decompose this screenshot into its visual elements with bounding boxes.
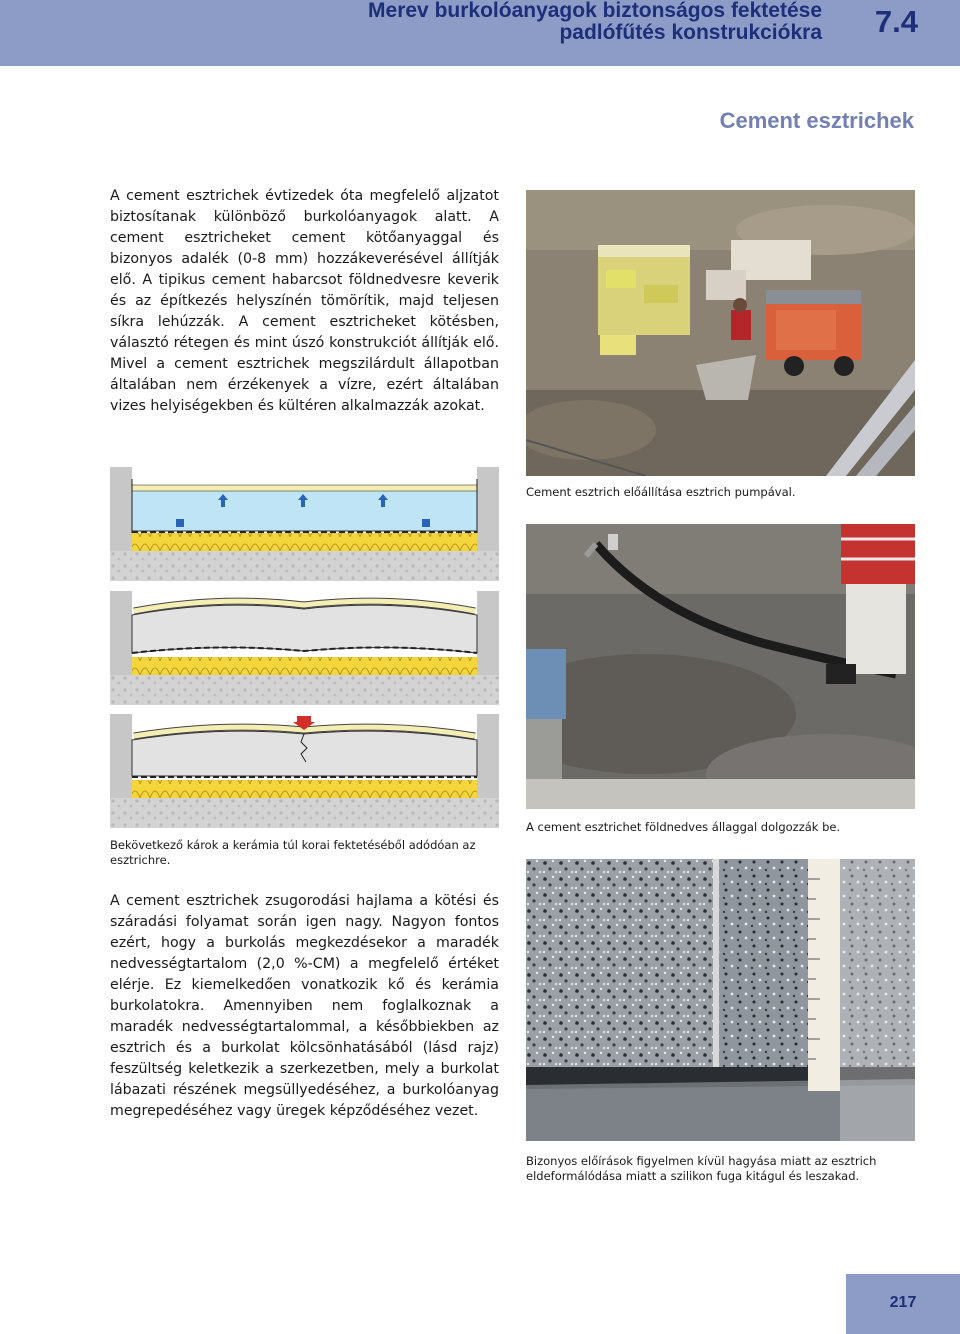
page-number-box <box>846 1274 960 1334</box>
screed-diagram-curling <box>110 591 499 709</box>
screed-pump-photo <box>526 190 915 476</box>
screed-spreading-photo <box>526 524 915 809</box>
section-title: Cement esztrichek <box>719 108 914 133</box>
screed-diagram-wet <box>110 467 499 585</box>
chapter-title-line2: padlófűtés konstrukciókra <box>559 21 822 44</box>
photo1-caption: Cement esztrich előállítása esztrich pumpával. <box>526 485 796 499</box>
granite-joint-photo <box>526 859 915 1141</box>
photo2-caption: A cement esztrichet földnedves állaggal dolgozzák be. <box>526 820 841 834</box>
intro-paragraph: A cement esztrichek évtizedek óta megfelelő aljzatot biztosítanak különböző burkolóanyagok alatt. A cement esztricheket cement kötőanyaggal és bizonyos adalék (0-8 mm) hozzákeverésével állítják elő. A tipikus cement habarcsot földnedvesre keverik és az építkezés helyszínén tömörítik, majd teljesen síkra lehúzzák. A cement esztricheket kötésben, választó rétegen és mint úszó konstrukciót állítják elő. Mivel a cement esztrichek megszilárdult állapotban általában nem érzékenyek a vízre, ezért általában vizes helyiségekben és kültéren alkalmazzák azokat. <box>110 188 499 414</box>
shrinkage-paragraph: A cement esztrichek zsugorodási hajlama a kötési és száradási folyamat során igen nagy. Nagyon fontos ezért, hogy a burkolás megkezdésekor a maradék nedvességtartalom (2,0 %-CM) a megfelelő értéket elérje. Ez kiemelkedően vonatkozik kő és kerámia burkolatokra. Amennyiben nem foglalkoznak a maradék nedvességtartalommal, a későbbiekben az esztrich és a burkolat kölcsönhatásából (lásd rajz) feszültség keletkezik a szerkezetben, mely a burkolat lábazati részének megsüllyedéséhez, a burkolóanyag megrepedéséhez vagy üregek képződéséhez vezet. <box>110 893 499 1119</box>
diagram-caption: Bekövetkező károk a kerámia túl korai fektetéséből adódóan az esztrichre. <box>110 838 476 867</box>
photo3-caption: Bizonyos előírások figyelmen kívül hagyása miatt az esztrich eldeformálódása miatt a szilikon fuga kitágul és leszakad. <box>526 1154 877 1183</box>
chapter-number: 7.4 <box>874 4 918 39</box>
screed-diagram-crack <box>110 714 499 832</box>
page-number: 217 <box>889 1294 917 1311</box>
chapter-title <box>368 0 822 44</box>
chapter-title-line1: Merev burkolóanyagok biztonságos fektetése <box>368 0 822 22</box>
